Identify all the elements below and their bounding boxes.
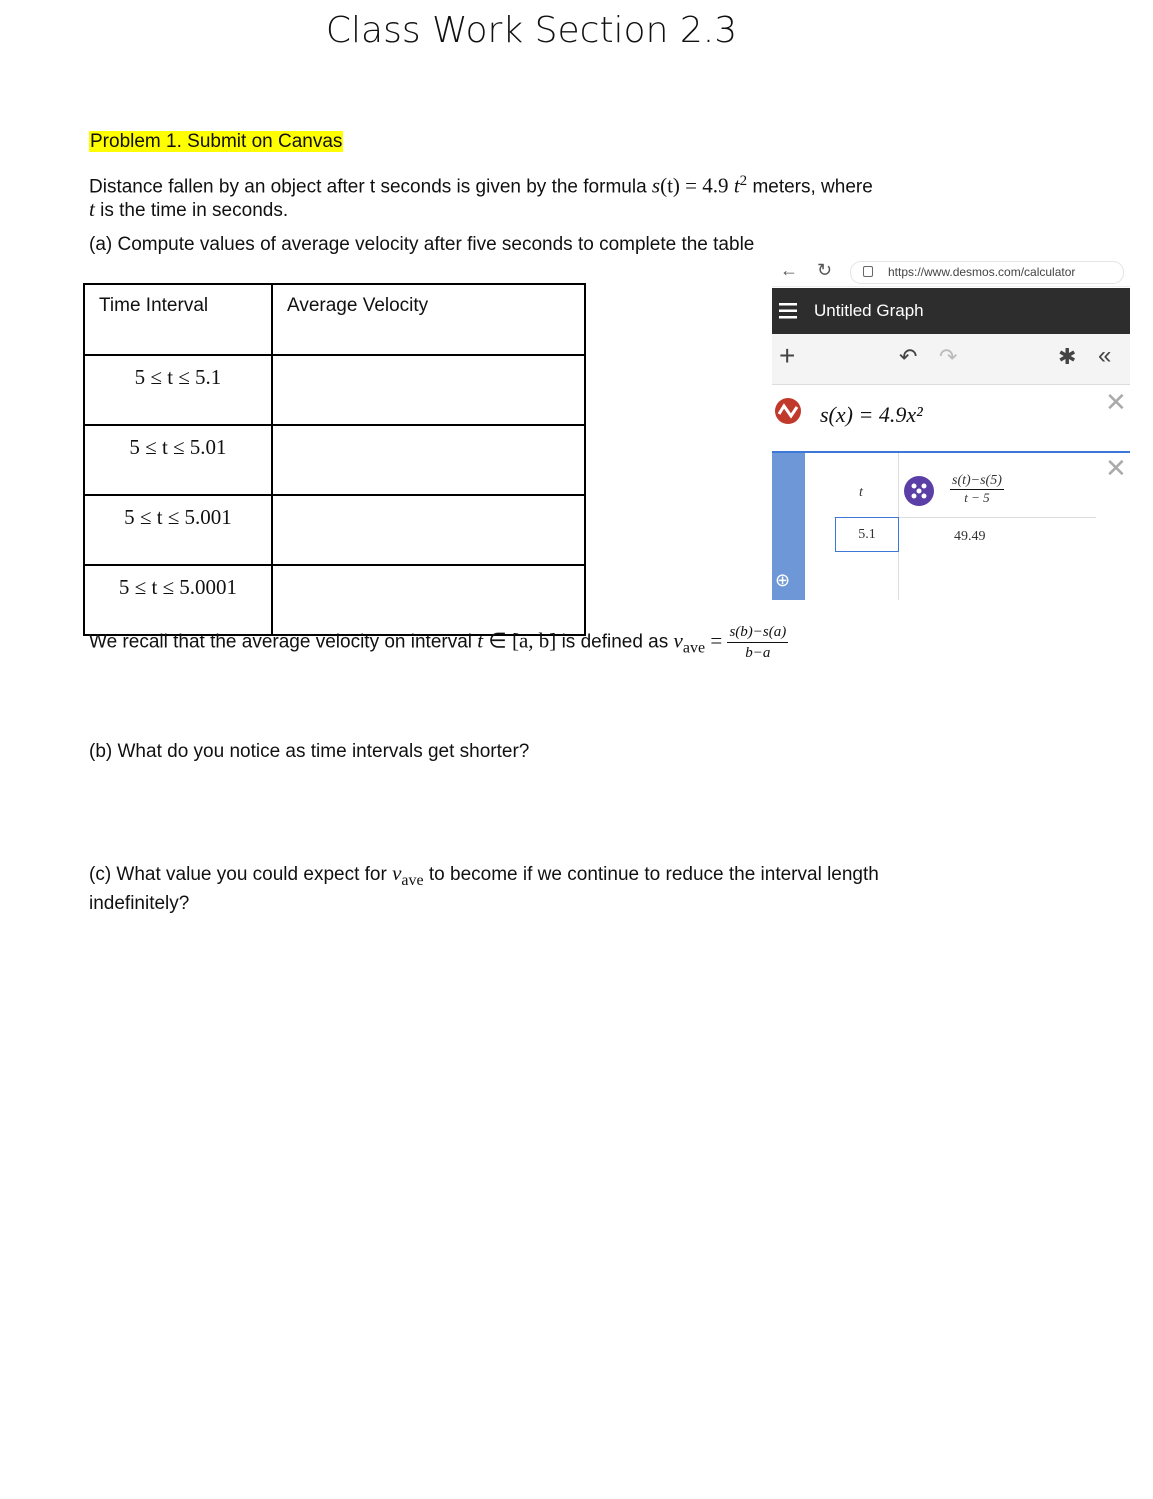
- part-c-text-c: indefinitely?: [89, 892, 190, 914]
- menu-icon[interactable]: [779, 302, 797, 320]
- recall-denominator: b−a: [745, 645, 771, 661]
- page-title: Class Work Section 2.3: [325, 10, 738, 51]
- desmos-cell-t[interactable]: 5.1: [835, 517, 899, 552]
- problem-heading-text: Problem 1. Submit on Canvas: [90, 131, 343, 152]
- interval-cell: 5 ≤ t ≤ 5.01: [84, 425, 272, 495]
- velocity-table: [83, 283, 586, 636]
- desmos-table-region: [772, 453, 1130, 600]
- delete-expression-icon[interactable]: ✕: [1105, 387, 1127, 417]
- recall-numerator: s(b)−s(a): [727, 622, 788, 643]
- part-c-v-sub: ave: [401, 871, 424, 889]
- intro-text-a: Distance fallen by an object after t seconds is given by the formula: [89, 176, 647, 198]
- part-c-text-a: (c) What value you could expect for: [89, 864, 387, 885]
- add-item-icon[interactable]: +: [779, 340, 796, 371]
- expression-text[interactable]: s(x) = 4.9x²: [820, 402, 923, 427]
- recall-fraction: [727, 622, 788, 663]
- recall-sentence: [89, 622, 788, 663]
- lock-icon: [863, 266, 873, 277]
- part-c-text-b: to become if we continue to reduce the interval length: [428, 864, 879, 885]
- table-header-row: [84, 284, 585, 355]
- col2-numerator: s(t)−s(5): [952, 473, 1002, 488]
- header-time-interval: Time Interval: [84, 284, 272, 355]
- recall-v: v: [673, 628, 683, 653]
- table-row: [84, 355, 585, 425]
- url-text: https://www.desmos.com/calculator: [888, 265, 1076, 279]
- intro-line2-rest: is the time in seconds.: [100, 200, 289, 222]
- formula-exponent: 2: [739, 173, 748, 189]
- desmos-col1-header: t: [859, 485, 863, 500]
- header-average-velocity: Average Velocity: [272, 284, 585, 355]
- part-a-question: (a) Compute values of average velocity after five seconds to complete the table: [89, 234, 755, 255]
- velocity-cell[interactable]: [272, 495, 585, 565]
- intro-line2-t: t: [89, 197, 95, 222]
- collapse-icon[interactable]: «: [1098, 342, 1112, 369]
- desmos-header: [772, 288, 1130, 334]
- redo-icon[interactable]: ↷: [939, 344, 958, 369]
- velocity-cell[interactable]: [272, 355, 585, 425]
- undo-icon[interactable]: ↶: [899, 344, 918, 369]
- formula-t: t: [733, 173, 740, 198]
- delete-table-icon[interactable]: ✕: [1105, 453, 1127, 483]
- url-field[interactable]: [850, 261, 1124, 284]
- desmos-screenshot: [772, 258, 1130, 600]
- gear-icon[interactable]: ✱: [1058, 344, 1077, 369]
- part-b-question: (b) What do you notice as time intervals get shorter?: [89, 741, 530, 762]
- velocity-cell[interactable]: [272, 425, 585, 495]
- recall-interval: ∈ [a, b]: [488, 628, 557, 653]
- recall-v-sub: ave: [682, 639, 706, 657]
- interval-cell: 5 ≤ t ≤ 5.001: [84, 495, 272, 565]
- formula-args: (t) = 4.9: [660, 173, 729, 198]
- interval-cell: 5 ≤ t ≤ 5.1: [84, 355, 272, 425]
- intro-text-b: meters, where: [752, 176, 873, 198]
- part-c-question: [89, 862, 989, 915]
- desmos-logo-icon: [774, 397, 802, 425]
- browser-address-bar: [772, 258, 1130, 287]
- table-row: [84, 495, 585, 565]
- zoom-icon[interactable]: ⊕: [775, 570, 791, 590]
- recall-text-a: We recall that the average velocity on interval: [89, 631, 473, 653]
- expression-toolbar: [772, 334, 1130, 385]
- recall-eq: =: [710, 628, 723, 653]
- col2-denominator: t − 5: [964, 490, 990, 505]
- formula-s: s: [651, 173, 661, 198]
- recall-text-b: is defined as: [561, 631, 669, 653]
- interval-cell: 5 ≤ t ≤ 5.0001: [84, 565, 272, 635]
- graph-title[interactable]: Untitled Graph: [814, 301, 924, 320]
- table-row: [84, 425, 585, 495]
- part-c-v: v: [392, 861, 402, 885]
- problem-heading: [89, 130, 343, 153]
- point-style-icon[interactable]: [903, 475, 935, 507]
- desmos-col2-header: [950, 473, 1030, 506]
- reload-icon[interactable]: ↻: [817, 260, 833, 280]
- expression-row[interactable]: [772, 385, 1130, 453]
- problem-intro: [89, 170, 989, 222]
- back-arrow-icon[interactable]: ←: [780, 260, 798, 280]
- recall-var-t: t: [477, 628, 484, 653]
- desmos-cell-value: 49.49: [954, 529, 986, 544]
